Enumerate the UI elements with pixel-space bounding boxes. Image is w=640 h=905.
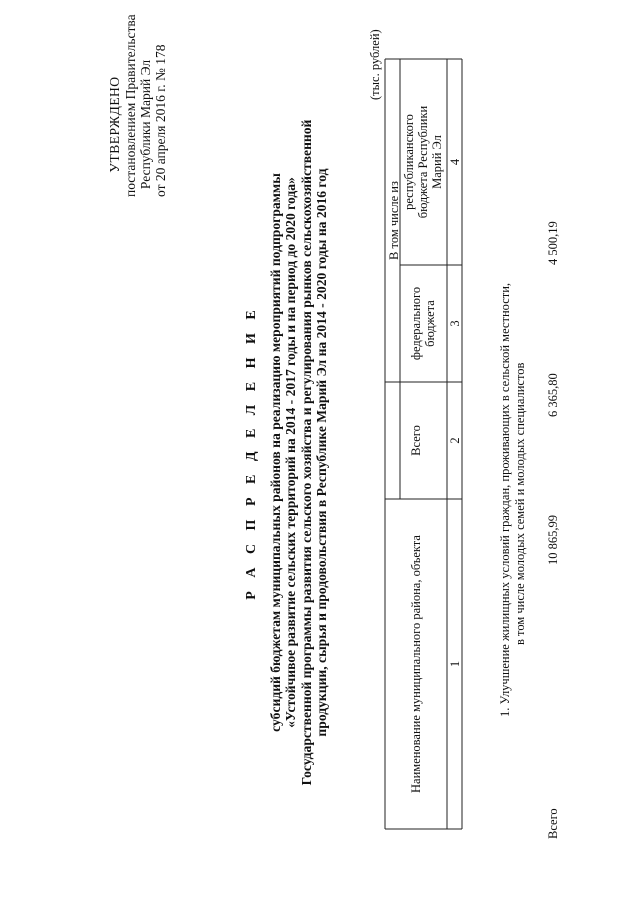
header-republic-line-1: республиканского [402,114,416,210]
header-federal [409,265,437,382]
column-number-3: 3 [448,320,462,327]
unit-label: (тыс. рублей) [368,29,382,100]
header-total: Всего [409,425,423,456]
document-title: Р А С П Р Е Д Е Л Е Н И Е [244,305,259,600]
total-row-label: Всего [546,808,560,839]
title-line-1: субсидий бюджетам муниципальных районов на реализацию мероприятий подпрограммы [268,173,283,732]
column-number-4: 4 [448,158,462,166]
approval-heading: УТВЕРЖДЕНО [107,76,122,173]
title-line-3: Государственной программы развития сельского хозяйства и регулирования рынков сельскохозяйственной [299,119,314,786]
header-name: Наименование муниципального района, объекта [409,535,423,793]
column-number-1: 1 [448,660,462,668]
approval-line-3: от 20 апреля 2016 г. № 178 [153,44,168,197]
total-row-republic: 4 500,19 [546,221,560,265]
total-row-federal: 6 365,80 [546,373,560,417]
title-line-4: продукции, сырья и продовольствия в Республике Марий Эл на 2014 - 2020 годы на 2016 год [314,168,329,737]
header-republic-line-2: бюджета Республики [416,105,430,219]
total-row-total: 10 865,99 [546,515,560,565]
header-federal-line-2: бюджета [423,300,437,347]
approval-line-1: постановлением Правительства [123,14,138,197]
header-including: В том числе из [387,181,401,260]
column-number-2: 2 [448,437,462,444]
header-republic-line-3: Марий Эл [430,135,444,189]
header-federal-line-1: федерального [409,286,423,361]
title-line-2: «Устойчивое развитие сельских территорий на 2014 - 2017 годы и на период до 2020 года» [283,177,298,728]
section-heading-line-2: в том числе молодых семей и молодых специалистов [513,362,527,645]
header-republic [402,59,444,265]
approval-line-2: Республики Марий Эл [138,59,153,190]
section-heading-line-1: 1. Улучшение жилищных условий граждан, проживающих в сельской местности, [498,282,512,717]
